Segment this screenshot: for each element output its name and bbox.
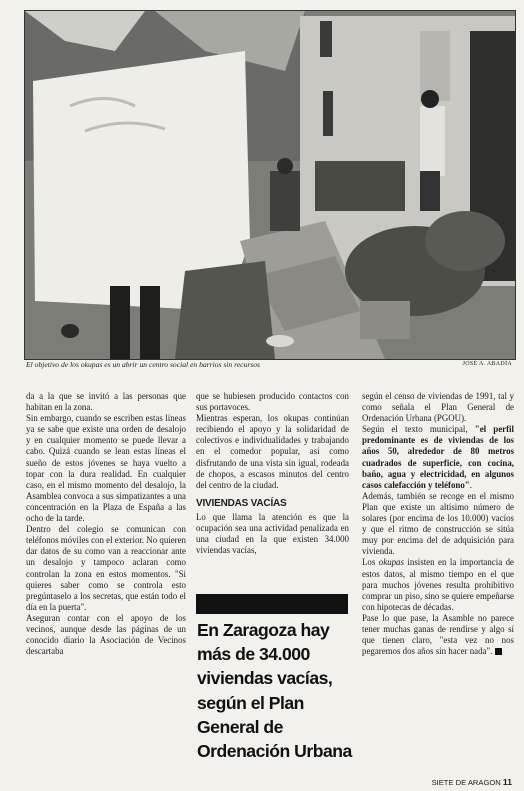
paragraph [362,424,514,491]
photo-credit: JOSÉ A. ABADÍA [462,361,512,367]
paragraph-lead: Los [362,557,379,568]
paragraph: Aseguran contar con el apoyo de los vecinos, aunque desde las páginas de un conocido diario la Asociación de Vecinos descartaba [26,612,186,657]
paragraph: Lo que llama la atención es que la ocupación sea una actividad penalizada en una ciudad en la que existen 34.000 viviendas vacías, [196,511,349,556]
text-column-1 [26,391,186,657]
paragraph: según el censo de viviendas de 1991, tal y como señala el Plan General de Ordenación Urbana (PGOU). [362,391,514,424]
end-of-article-mark [495,648,502,655]
paragraph: Sin embargo, cuando se escriben estas líneas ya se sabe que existe una orden de desalojo y en cualquier momento se puede llevar a cabo. Quizá cuando se lean estas líneas el sueño de estos jóvenes se haya vuelto a topar con la dura realidad. En cualquier caso, en el mismo momento del desalojo, la Asamblea convoca a sus simpatizantes a una concentración en la Plaza de España a las ocho de la tarde. [26,413,186,524]
paragraph [362,557,514,612]
page-footer [432,777,512,787]
italic-term: okupas [378,557,404,568]
text-column-3 [362,391,514,657]
paragraph: Además, también se recoge en el mismo Plan que existe un altísimo número de solares (por encima de los 10.000) vacíos y que el ritmo de construcción se sitúa muy por encima del de adquisición para vivienda. [362,490,514,557]
closing-text: Pase lo que pase, la Asamble no parece tener muchas ganas de rendirse y algo sí que tienen claro, "esta vez no nos pegaremos dos años sin hacer nada". [362,612,514,657]
paragraph: que se hubiesen producido contactos con sus portavoces. [196,391,349,413]
photo-caption: El objetivo de los okupas es un abrir un centro social en barrios sin recursos [26,360,260,369]
pull-quote: En Zaragoza hay más de 34.000 viviendas vacías, según el Plan General de Ordenación Urbana [197,620,352,762]
paragraph: Mientras esperan, los okupas continúan recibiendo el apoyo y la solidaridad de colectivos e individualidades y trabajando en el comedor popular, así como disfrutando de una vista sin igual, rodeada de chopos, a escasos minutos del centro del centro de la ciudad. [196,413,349,490]
paragraph: da a la que se invitó a las personas que habitan en la zona. [26,391,186,413]
paragraph: Dentro del colegio se comunican con teléfonos móviles con el exterior. No quieren dar datos de su como van a reaccionar ante un desalojo y tampoco aclaran como controlan la zona en estos momentos. "Si quieres saber como se controla esto pregúntaselo a los secretas, que están todo el día en la puerta". [26,524,186,612]
text-column-2 [196,391,349,556]
paragraph-rest: insisten en la importancia de estos datos, al mismo tiempo en el que para muchos jóvenes resulta prohibitivo comprar un piso, sino se quiere empeñarse con hipotecas de décadas. [362,557,514,612]
okupas-building-photo [25,11,515,359]
bold-quote: "el perfil predominante es de viviendas de los años 50, alrededor de 80 metros cuadrados de superficie, con cocina, baño, agua y electricidad, en algunos casos calefacción y teléfono" [362,424,514,490]
paragraph [362,613,514,657]
article-photo [24,10,516,360]
paragraph-lead: Según el texto municipal, [362,424,475,435]
page-number: 11 [502,777,512,787]
paragraph-end: . [469,479,472,490]
publication-name: SIETE DE ARAGON [431,778,501,787]
section-subheading: VIVIENDAS VACÍAS [196,497,287,509]
pullquote-bar [196,594,348,614]
